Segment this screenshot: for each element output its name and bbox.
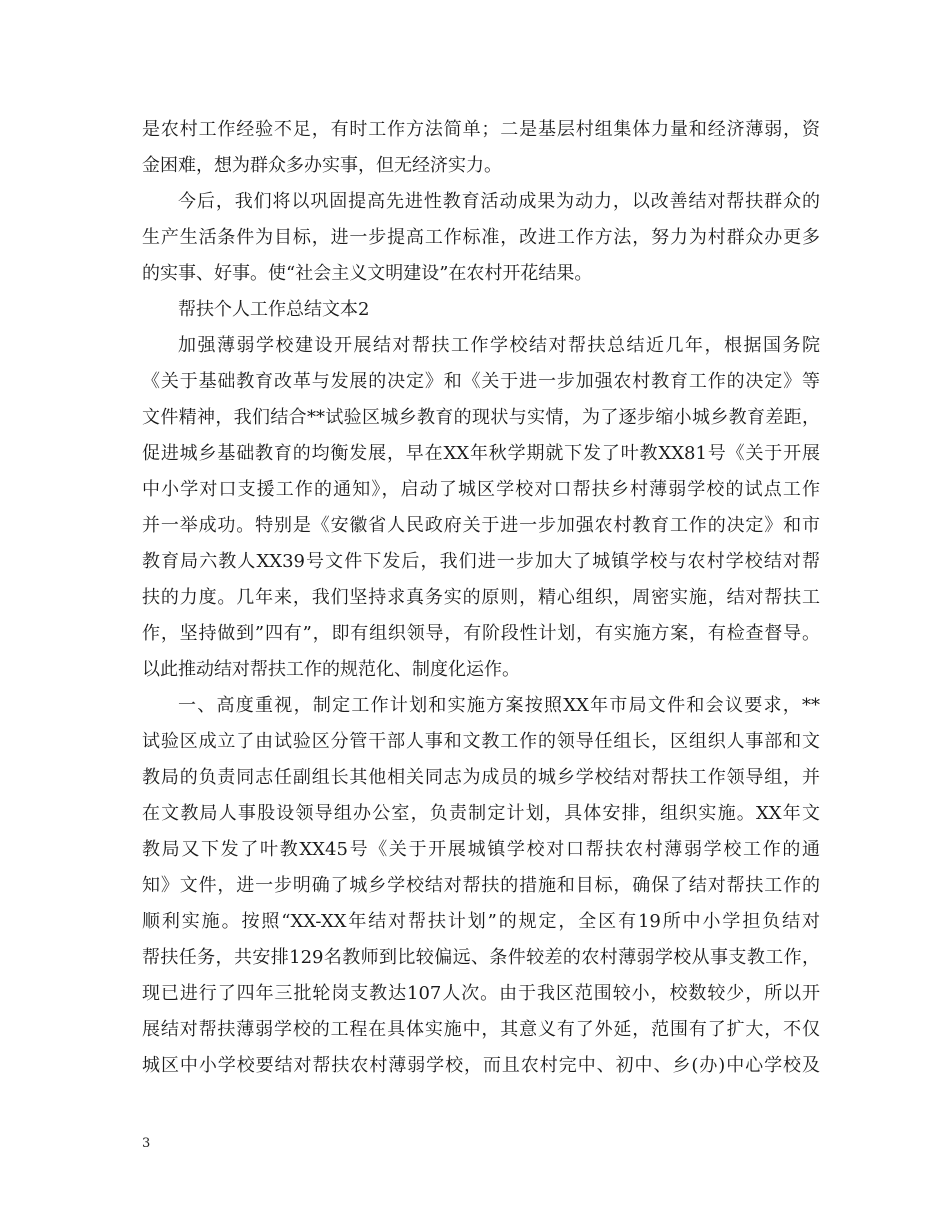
- text-line: 文件精神，我们结合**试验区城乡教育的现状与实情，为了逐步缩小城乡教育差距，: [142, 407, 820, 428]
- text-line: 并一举成功。特别是《安徽省人民政府关于进一步加强农村教育工作的决定》和市: [142, 515, 820, 536]
- text-line: 现已进行了四年三批轮岗支教达107人次。由于我区范围较小，校数较少，所以开: [142, 983, 820, 1004]
- text-line: 促进城乡基础教育的均衡发展，早在XX年秋学期就下发了叶教XX81号《关于开展: [142, 443, 820, 464]
- text-line: 在文教局人事股设领导组办公室，负责制定计划，具体安排，组织实施。XX年文: [142, 803, 820, 824]
- text-line: 教局又下发了叶教XX45号《关于开展城镇学校对口帮扶农村薄弱学校工作的通: [142, 839, 820, 860]
- text-line: 是农村工作经验不足，有时工作方法简单；二是基层村组集体力量和经济薄弱，资: [142, 119, 820, 140]
- text-line: 教育局六教人XX39号文件下发后，我们进一步加大了城镇学校与农村学校结对帮: [142, 551, 820, 572]
- section-heading: 帮扶个人工作总结文本2: [178, 299, 370, 320]
- text-line: 顺利实施。按照“XX-XX年结对帮扶计划”的规定，全区有19所中小学担负结对: [142, 911, 820, 932]
- text-line: 作，坚持做到”四有”，即有组织领导，有阶段性计划，有实施方案，有检查督导。: [142, 623, 820, 644]
- text-line: 《关于基础教育改革与发展的决定》和《关于进一步加强农村教育工作的决定》等: [142, 371, 820, 392]
- text-line: 知》文件，进一步明确了城乡学校结对帮扶的措施和目标，确保了结对帮扶工作的: [142, 875, 820, 896]
- text-line: 的实事、好事。使“社会主义文明建设”在农村开花结果。: [142, 263, 593, 284]
- text-line: 以此推动结对帮扶工作的规范化、制度化运作。: [142, 659, 520, 680]
- text-line: 一、高度重视，制定工作计划和实施方案按照XX年市局文件和会议要求，**: [178, 695, 820, 716]
- text-line: 今后，我们将以巩固提高先进性教育活动成果为动力，以改善结对帮扶群众的: [178, 191, 820, 212]
- text-line: 扶的力度。几年来，我们坚持求真务实的原则，精心组织，周密实施，结对帮扶工: [142, 587, 820, 608]
- body-text: [142, 112, 820, 1084]
- text-line: 展结对帮扶薄弱学校的工程在具体实施中，其意义有了外延，范围有了扩大，不仅: [142, 1019, 820, 1040]
- text-line: 金困难，想为群众多办实事，但无经济实力。: [142, 155, 502, 176]
- text-line: 试验区成立了由试验区分管干部人事和文教工作的领导任组长，区组织人事部和文: [142, 731, 820, 752]
- text-line: 生产生活条件为目标，进一步提高工作标准，改进工作方法，努力为村群众办更多: [142, 227, 820, 248]
- page-number: 3: [142, 1136, 151, 1151]
- text-line: 中小学对口支援工作的通知》，启动了城区学校对口帮扶乡村薄弱学校的试点工作: [142, 479, 820, 500]
- text-line: 城区中小学校要结对帮扶农村薄弱学校，而且农村完中、初中、乡(办)中心学校及: [142, 1055, 820, 1076]
- text-line: 教局的负责同志任副组长其他相关同志为成员的城乡学校结对帮扶工作领导组，并: [142, 767, 820, 788]
- text-line: 帮扶任务，共安排129名教师到比较偏远、条件较差的农村薄弱学校从事支教工作，: [142, 947, 820, 968]
- text-line: 加强薄弱学校建设开展结对帮扶工作学校结对帮扶总结近几年，根据国务院: [178, 335, 820, 356]
